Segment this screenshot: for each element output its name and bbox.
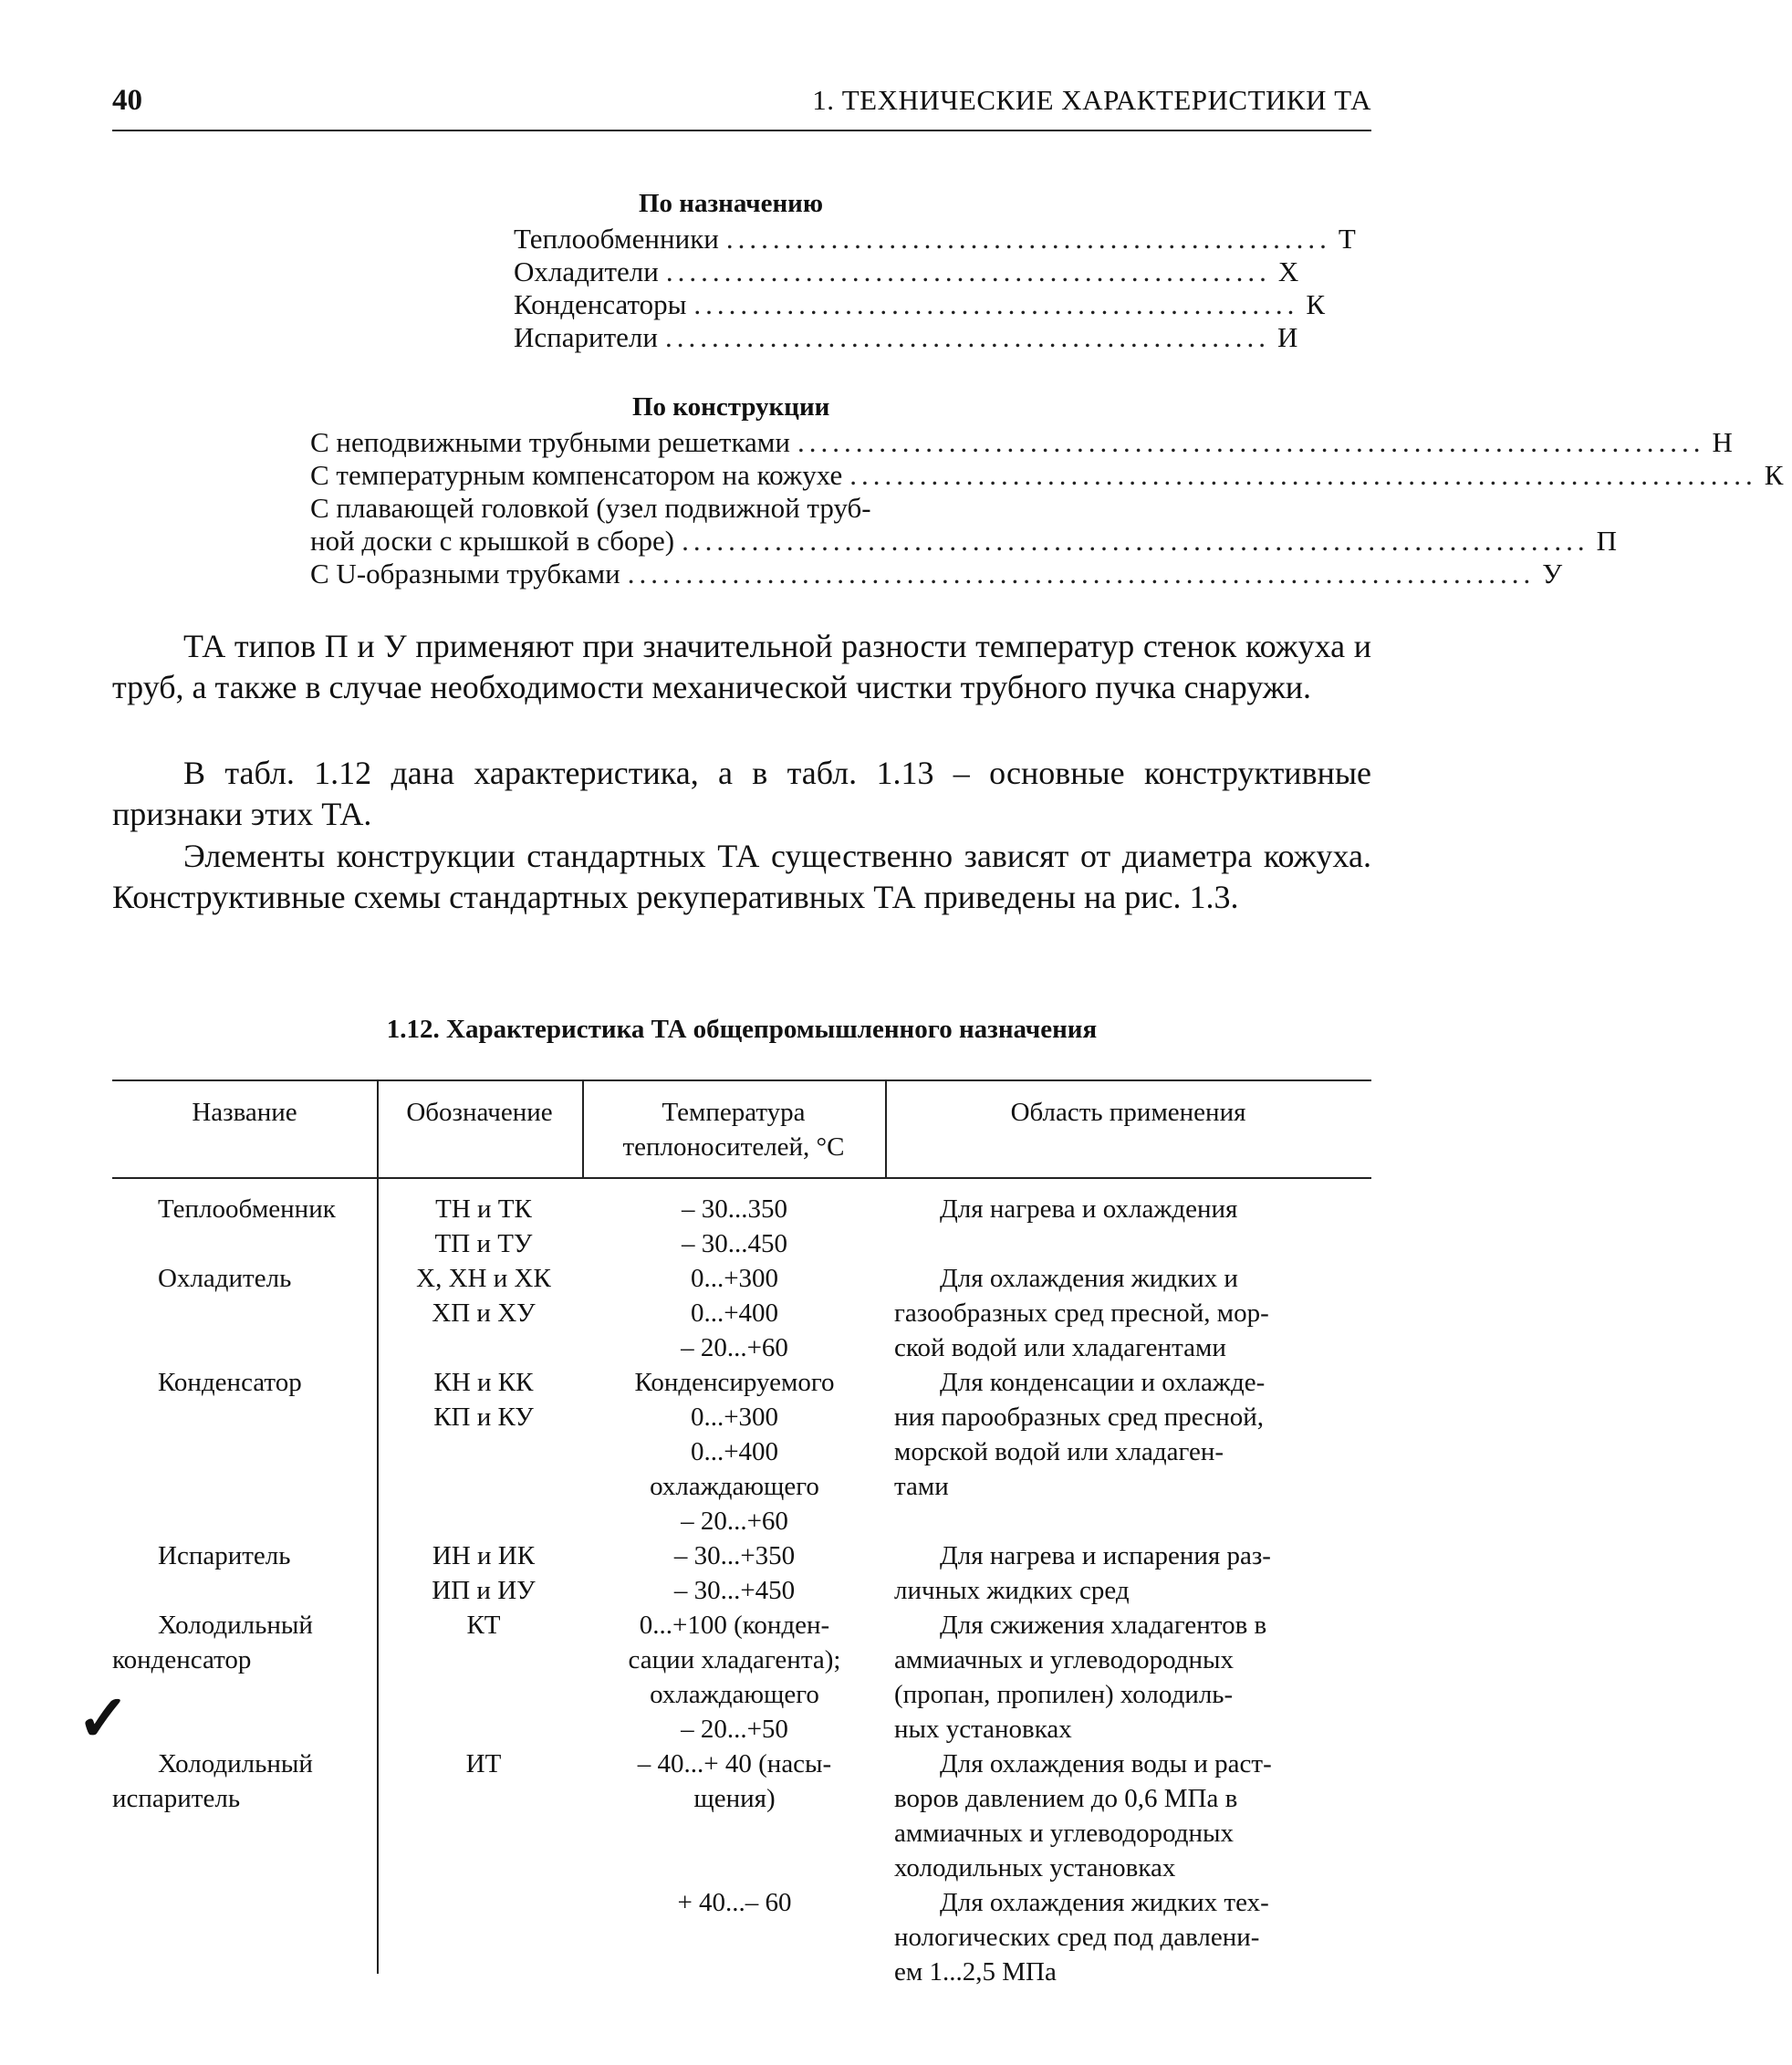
table-row-name: Теплообменник: [158, 1194, 336, 1224]
table-row-designation: ИТ: [465, 1749, 502, 1778]
design-item-wrapped-line: С плавающей головкой (узел подвижной труб-: [310, 492, 871, 524]
table-row-application: Для охлаждения жидких и газообразных сред пресной, мор- ской водой или хладагентами: [894, 1264, 1269, 1362]
body-paragraph: ТА типов П и У применяют при значительной разности температур стенок кожуха и труб, а также в случае необходимости механической чистки трубного пучка снаружи.: [112, 628, 1371, 705]
table-row-application: Для сжижения хладагентов в аммиачных и углеводородных (пропан, пропилен) холодиль- ных установках: [894, 1611, 1267, 1744]
design-item: С температурным компенсатором на кожухе .............................................................................. К: [310, 459, 1784, 491]
design-item: С U-образными трубками .............................................................................. У: [310, 558, 1563, 589]
table-row-application: Для конденсации и охлажде- ния парообразных сред пресной, морской водой или хладаген- тами: [894, 1368, 1266, 1501]
table-row-temperature: – 30...350 – 30...450: [682, 1194, 787, 1258]
by-purpose-title: По назначению: [639, 189, 824, 218]
table-row-name: Холодильный конденсатор: [112, 1611, 313, 1674]
table-row-temperature: 0...+300 0...+400 – 20...+60: [681, 1264, 788, 1362]
header-name: Название: [192, 1098, 297, 1127]
design-item: ной доски с крышкой в сборе) .............................................................................. П: [310, 525, 1618, 557]
table-top-rule: [112, 1079, 1371, 1081]
header-temperature: Температура теплоносителей, °С: [622, 1098, 845, 1162]
table-row-application: Для охлаждения воды и раст- воров давлением до 0,6 МПа в аммиачных и углеводородных холодильных установках Для охлаждения жидких тех- нологических сред под давлени- ем 1...2,5 МПа: [894, 1749, 1272, 1987]
table-row-name: Охладитель: [158, 1264, 292, 1293]
page-number: 40: [112, 84, 142, 117]
by-design-title: По конструкции: [632, 392, 830, 422]
table-row-designation: КН и КК КП и КУ: [433, 1368, 534, 1432]
design-item: С неподвижными трубными решетками .............................................................................. Н: [310, 426, 1733, 458]
table-row-designation: ТН и ТК ТП и ТУ: [434, 1194, 533, 1258]
table-row-name: Испаритель: [158, 1541, 291, 1570]
running-title: 1. ТЕХНИЧЕСКИЕ ХАРАКТЕРИСТИКИ ТА: [812, 84, 1371, 116]
table-row-name: Конденсатор: [158, 1368, 302, 1397]
purpose-item: Испарители .................................................... И: [514, 321, 1298, 353]
table-row-temperature: Конденсируемого 0...+300 0...+400 охлаждающего – 20...+60: [634, 1368, 835, 1536]
table-row-temperature: – 40...+ 40 (насы- щения) + 40...– 60: [637, 1749, 832, 1917]
purpose-item: Охладители .................................................... Х: [514, 256, 1299, 287]
handwritten-check-mark: ✓: [77, 1684, 130, 1755]
table-row-name: Холодильный испаритель: [112, 1749, 313, 1813]
header-application: Область применения: [1010, 1098, 1246, 1127]
purpose-item: Конденсаторы .................................................... К: [514, 288, 1326, 320]
page-header: [112, 84, 1371, 131]
purpose-item: Теплообменники .................................................... Т: [514, 223, 1356, 255]
table-row-designation: Х, ХН и ХК ХП и ХУ: [416, 1264, 551, 1328]
header-designation: Обозначение: [406, 1098, 553, 1127]
body-paragraph: Элементы конструкции стандартных ТА существенно зависят от диаметра кожуха. Конструктивные схемы стандартных рекуперативных ТА приведены на рис. 1.3.: [112, 838, 1371, 915]
table-header-rule: [112, 1177, 1371, 1179]
table-row-designation: ИН и ИК ИП и ИУ: [432, 1541, 536, 1605]
table-row-application: Для нагрева и испарения раз- личных жидких сред: [894, 1541, 1271, 1605]
table-caption: 1.12. Характеристика ТА общепромышленного назначения: [386, 1015, 1098, 1044]
table-row-temperature: 0...+100 (конден- сации хладагента); охлаждающего – 20...+50: [628, 1611, 841, 1744]
table-row-application: Для нагрева и охлаждения: [940, 1194, 1238, 1224]
table-row-designation: КТ: [466, 1611, 501, 1640]
table-row-temperature: – 30...+350 – 30...+450: [673, 1541, 796, 1605]
body-paragraph: В табл. 1.12 дана характеристика, а в табл. 1.13 – основные конструктивные признаки этих ТА.: [112, 755, 1371, 832]
